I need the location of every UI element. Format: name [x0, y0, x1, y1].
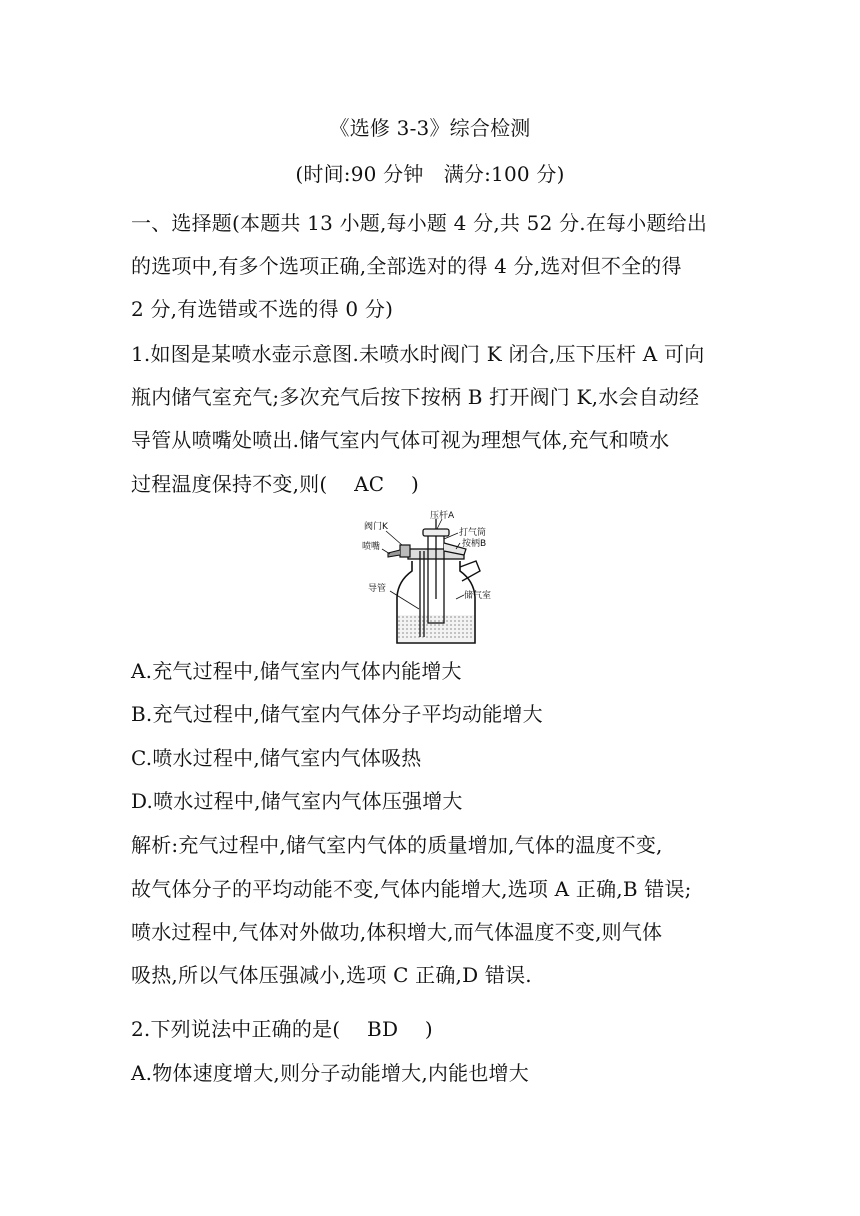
question-1-analysis-line: 喷水过程中,气体对外做功,体积增大,而气体温度不变,则气体 — [131, 920, 663, 944]
page-title: 《选修 3-3》综合检测 — [329, 116, 531, 140]
page-subtitle: (时间:90 分钟 满分:100 分) — [295, 162, 565, 186]
section-header-line: 2 分,有选错或不选的得 0 分) — [131, 297, 394, 321]
label-pump: 打气筒 — [459, 528, 487, 538]
label-handle-B: 按柄B — [462, 539, 487, 549]
label-valve-K: 阀门K — [364, 522, 388, 532]
question-2-stem: 2.下列说法中正确的是( BD ) — [131, 1017, 433, 1041]
label-tube: 导管 — [368, 584, 387, 594]
valve-K — [400, 545, 410, 557]
question-1-stem-line: 1.如图是某喷水壶示意图.未喷水时阀门 K 闭合,压下压杆 A 可向 — [131, 342, 705, 366]
label-nozzle: 喷嘴 — [362, 542, 381, 552]
water-area — [398, 615, 474, 642]
question-2-option: A.物体速度增大,则分子动能增大,内能也增大 — [131, 1061, 529, 1085]
pressing-rod-A — [423, 529, 449, 536]
question-1-stem-line: 过程温度保持不变,则( AC ) — [131, 472, 420, 496]
sprayer-diagram — [360, 509, 500, 649]
question-1-stem-line: 导管从喷嘴处喷出.储气室内气体可视为理想气体,充气和喷水 — [131, 428, 670, 452]
question-1-option: D.喷水过程中,储气室内气体压强增大 — [131, 789, 463, 813]
question-1-option: C.喷水过程中,储气室内气体吸热 — [131, 746, 422, 770]
section-header-line: 的选项中,有多个选项正确,全部选对的得 4 分,选对但不全的得 — [131, 254, 682, 278]
question-1-option: A.充气过程中,储气室内气体内能增大 — [131, 659, 462, 683]
question-1-analysis-line: 故气体分子的平均动能不变,气体内能增大,选项 A 正确,B 错误; — [131, 877, 692, 901]
question-1-stem-line: 瓶内储气室充气;多次充气后按下按柄 B 打开阀门 K,水会自动经 — [131, 385, 700, 409]
question-1-option: B.充气过程中,储气室内气体分子平均动能增大 — [131, 702, 543, 726]
question-1-analysis-line: 解析:充气过程中,储气室内气体的质量增加,气体的温度不变, — [131, 833, 663, 857]
label-rod-A: 压杆A — [430, 511, 455, 521]
section-header-line: 一、选择题(本题共 13 小题,每小题 4 分,共 52 分.在每小题给出 — [131, 211, 708, 235]
label-chamber: 储气室 — [464, 591, 492, 601]
question-1-analysis-line: 吸热,所以气体压强减小,选项 C 正确,D 错误. — [131, 963, 532, 987]
